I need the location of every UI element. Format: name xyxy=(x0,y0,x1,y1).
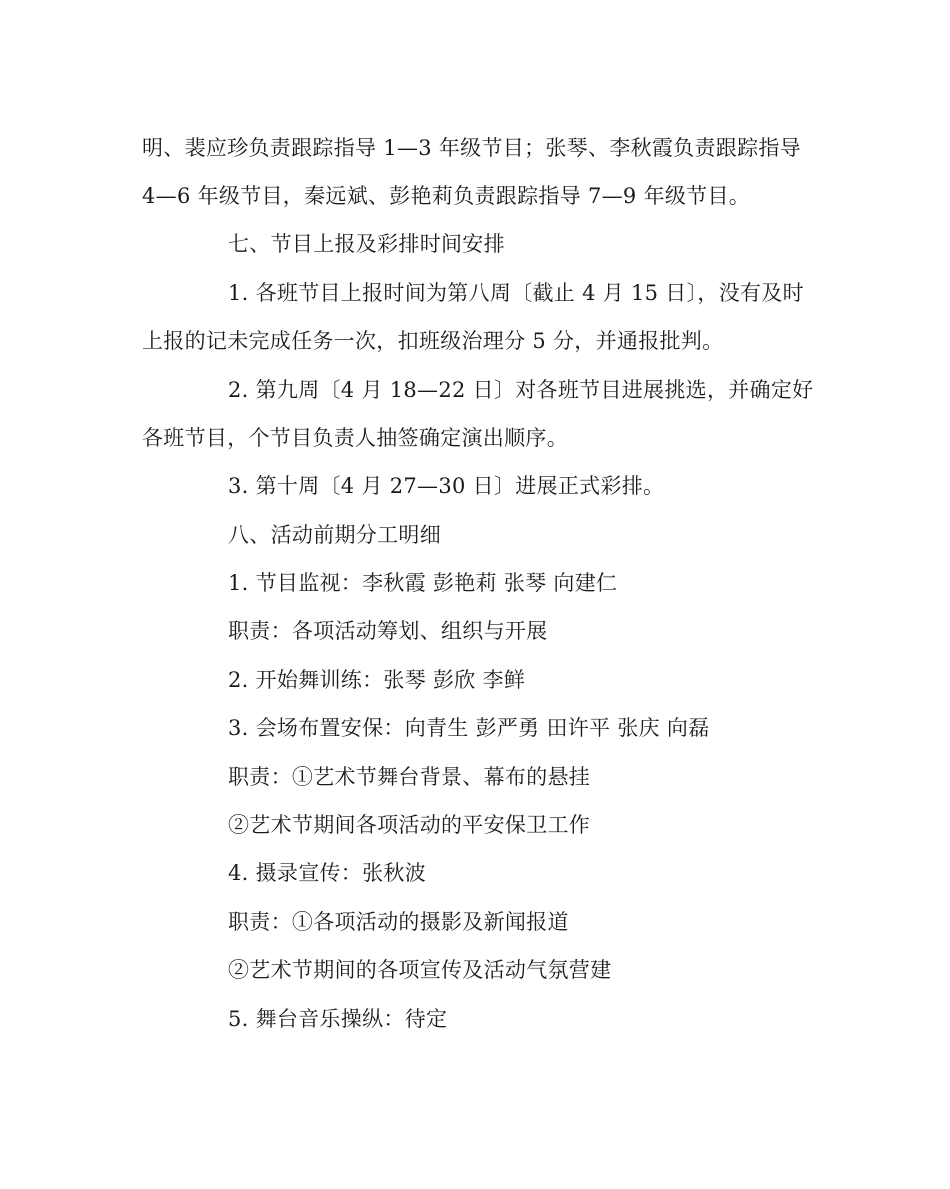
list-item: ②艺术节期间的各项宣传及活动气氛营建 xyxy=(228,958,612,982)
section-heading: 八、活动前期分工明细 xyxy=(228,523,441,547)
list-item: 3. 会场布置安保：向青生 彭严勇 田许平 张庆 向磊 xyxy=(228,716,710,740)
list-item: 2. 开始舞训练：张琴 彭欣 李鲜 xyxy=(228,668,526,692)
paragraph-line: 明、裴应珍负责跟踪指导 1—3 年级节目；张琴、李秋霞负责跟踪指导 xyxy=(142,136,801,160)
section-heading: 七、节目上报及彩排时间安排 xyxy=(228,232,505,256)
paragraph-line: 2. 第九周〔4 月 18—22 日〕对各班节目进展挑选，并确定好 xyxy=(228,378,814,402)
list-item: 职责：各项活动筹划、组织与开展 xyxy=(228,619,548,643)
paragraph-line: 3. 第十周〔4 月 27—30 日〕进展正式彩排。 xyxy=(228,474,665,498)
paragraph-line: 上报的记未完成任务一次，扣班级治理分 5 分，并通报批判。 xyxy=(142,329,724,353)
list-item: 4. 摄录宣传：张秋波 xyxy=(228,861,427,885)
list-item: 5. 舞台音乐操纵：待定 xyxy=(228,1007,448,1031)
list-item: 职责：①各项活动的摄影及新闻报道 xyxy=(228,910,569,934)
paragraph-line: 1. 各班节目上报时间为第八周〔截止 4 月 15 日〕，没有及时 xyxy=(228,281,804,305)
paragraph-line: 各班节目，个节目负责人抽签确定演出顺序。 xyxy=(142,426,568,450)
list-item: 职责：①艺术节舞台背景、幕布的悬挂 xyxy=(228,765,591,789)
paragraph-line: 4—6 年级节目，秦远斌、彭艳莉负责跟踪指导 7—9 年级节目。 xyxy=(142,184,751,208)
list-item: 1. 节目监视：李秋霞 彭艳莉 张琴 向建仁 xyxy=(228,571,618,595)
list-item: ②艺术节期间各项活动的平安保卫工作 xyxy=(228,813,591,837)
